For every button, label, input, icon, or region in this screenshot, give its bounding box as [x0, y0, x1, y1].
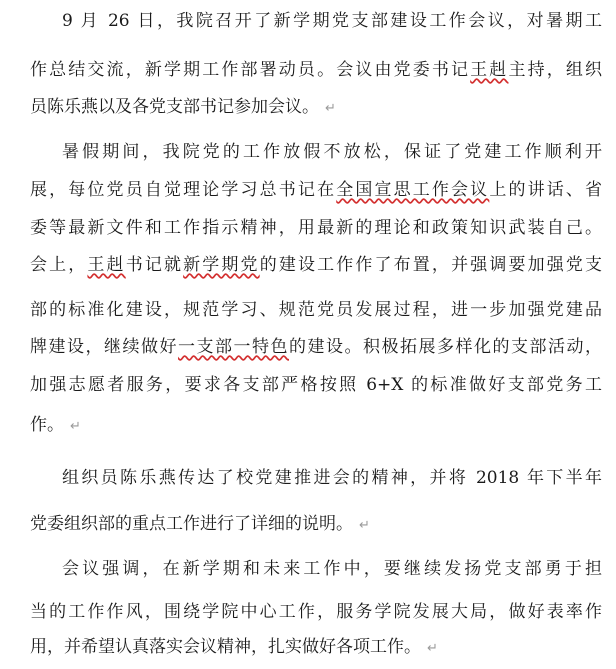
text-run: 会议强调，在新学期和未来工作中，要继续发扬党支部勇于担	[62, 559, 602, 579]
paragraph-2-line-3	[30, 209, 602, 247]
text-run: 用，并希望认真落实会议精神，扎实做好各项工作。	[30, 637, 421, 657]
text-run: 部的标准化建设，规范学习、规范党员发展过程，进一步加强党建品	[30, 300, 602, 320]
text-run: 员陈乐燕以及各党支部书记参加会议。	[30, 97, 319, 117]
spellcheck-mark: 一支部一特色	[178, 337, 289, 357]
paragraph-mark-icon: ↵	[70, 419, 81, 434]
paragraph-mark-icon: ↵	[359, 518, 370, 533]
paragraph-4-line-3	[30, 628, 602, 666]
paragraph-1-line-2	[30, 51, 602, 89]
text-run: 牌建设，继续做好一支部一特色的建设。积极拓展多样化的支部活动，	[30, 337, 602, 357]
text-run: 组织员陈乐燕传达了校党建推进会的精神，并将 2018 年下半年	[62, 468, 602, 488]
spellcheck-mark: 新学期党	[183, 255, 260, 275]
spellcheck-mark: 全国宣思工作会议	[336, 180, 490, 200]
paragraph-4-line-2	[30, 593, 602, 631]
text-run: 会上，王赳书记就新学期党的建设工作作了布置，并强调要加强党支	[30, 255, 602, 275]
text-run: 9 月 26 日，我院召开了新学期党支部建设工作会议，对暑期工	[62, 11, 602, 31]
spellcheck-mark: 王赳	[470, 60, 509, 80]
text-run: 委等最新文件和工作指示精神，用最新的理论和政策知识武装自己。	[30, 218, 602, 238]
paragraph-2-line-2	[30, 171, 602, 209]
text-run: 作。	[30, 415, 64, 435]
text-run: 展，每位党员自觉理论学习总书记在全国宣思工作会议上的讲话、省	[30, 180, 602, 200]
text-run: 暑假期间，我院党的工作放假不放松，保证了党建工作顺利开	[62, 142, 602, 162]
text-run: 当的工作作风，围绕学院中心工作，服务学院发展大局，做好表率作	[30, 602, 602, 622]
text-run: 党委组织部的重点工作进行了详细的说明。	[30, 514, 353, 534]
paragraph-2-line-8	[30, 406, 602, 444]
paragraph-2-line-5	[30, 291, 602, 329]
paragraph-4-line-1	[62, 550, 602, 588]
paragraph-1-line-1	[62, 2, 602, 40]
text-run: 加强志愿者服务，要求各支部严格按照 6+X 的标准做好支部党务工	[30, 375, 602, 395]
paragraph-3-line-1	[62, 459, 602, 497]
paragraph-mark-icon: ↵	[427, 641, 438, 656]
paragraph-1-line-3	[30, 88, 602, 126]
paragraph-3-line-2	[30, 505, 602, 543]
paragraph-2-line-4	[30, 246, 602, 284]
paragraph-mark-icon: ↵	[325, 101, 336, 116]
paragraph-2-line-1	[62, 133, 602, 171]
paragraph-2-line-7	[30, 366, 602, 404]
paragraph-2-line-6	[30, 328, 602, 366]
text-run: 作总结交流，新学期工作部署动员。会议由党委书记王赳主持，组织	[30, 60, 602, 80]
spellcheck-mark: 王赳	[87, 255, 126, 275]
